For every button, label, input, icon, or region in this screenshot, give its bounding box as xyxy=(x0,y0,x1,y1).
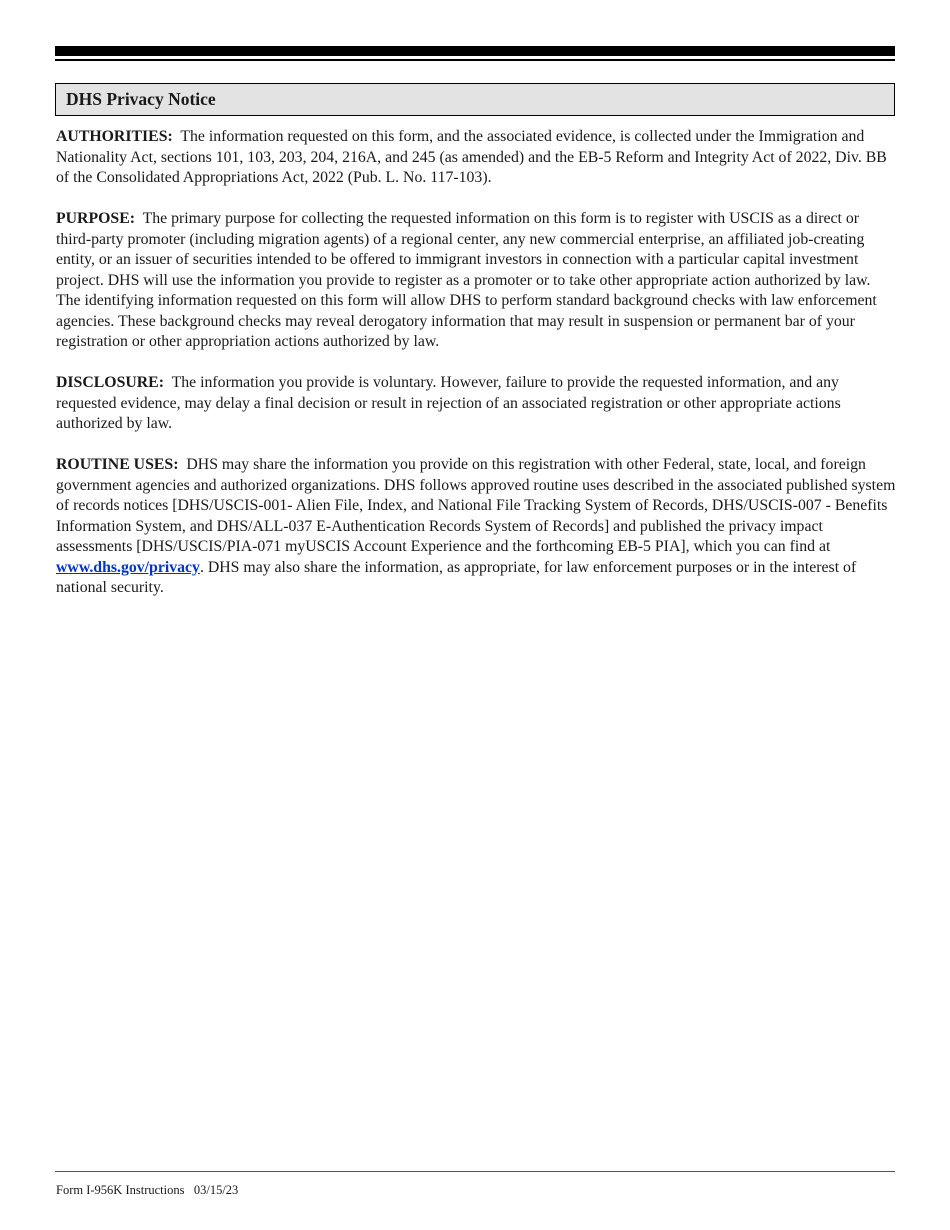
dhs-privacy-link[interactable]: www.dhs.gov/privacy xyxy=(56,558,200,576)
privacy-notice-body xyxy=(56,127,896,619)
disclosure-heading: DISCLOSURE: xyxy=(56,374,164,391)
routine-uses-heading: ROUTINE USES: xyxy=(56,456,179,473)
routine-uses-paragraph xyxy=(56,455,896,599)
disclosure-text: The information you provide is voluntary. However, failure to provide the requested information, and any requested evidence, may delay a final decision or result in rejection of an associated registration or other appropriate actions authorized by law. xyxy=(56,374,841,432)
purpose-paragraph xyxy=(56,209,896,353)
top-thick-rule xyxy=(55,46,895,56)
section-header xyxy=(55,83,895,116)
routine-uses-text-after-link: . DHS may also share the information, as appropriate, for law enforcement purposes or in the interest of national security. xyxy=(56,558,857,596)
authorities-text: The information requested on this form, and the associated evidence, is collected under the Immigration and Nationality Act, sections 101, 103, 203, 204, 216A, and 245 (as amended) and the EB-5 Reform and Integrity Act of 2022, Div. BB of the Consolidated Appropriations Act, 2022 (Pub. L. No. 117-103). xyxy=(56,128,887,186)
section-title: DHS Privacy Notice xyxy=(66,89,216,109)
disclosure-paragraph xyxy=(56,373,896,435)
footer-form-label: Form I-956K Instructions xyxy=(56,1183,185,1197)
routine-uses-text-before-link: DHS may share the information you provide on this registration with other Federal, state, local, and foreign government agencies and authorized organizations. DHS follows approved routine uses described in the associated published system of records notices [DHS/USCIS-001- Alien File, Index, and National File Tracking System of Records, DHS/USCIS-007 - Benefits Information System, and DHS/ALL-037 E-Authentication Records System of Records] and published the privacy impact assessments [DHS/USCIS/PIA-071 myUSCIS Account Experience and the forthcoming EB-5 PIA], which you can find at xyxy=(56,456,896,555)
purpose-text: The primary purpose for collecting the requested information on this form is to register with USCIS as a direct or third-party promoter (including migration agents) of a regional center, any new commercial enterprise, an affiliated job-creating entity, or an issuer of securities intended to be offered to immigrant investors in connection with a particular capital investment project. DHS will use the information you provide to register as a promoter or to take other appropriate action authorized by law. The identifying information requested on this form will allow DHS to perform standard background checks with law enforcement agencies. These background checks may reveal derogatory information that may result in suspension or permanent bar of your registration or other appropriation actions authorized by law. xyxy=(56,210,877,350)
authorities-heading: AUTHORITIES: xyxy=(56,128,173,145)
purpose-heading: PURPOSE: xyxy=(56,210,135,227)
footer xyxy=(56,1183,238,1198)
footer-rule xyxy=(55,1171,895,1172)
footer-date: 03/15/23 xyxy=(193,1183,239,1197)
authorities-paragraph xyxy=(56,127,896,189)
top-thin-rule xyxy=(55,59,895,61)
